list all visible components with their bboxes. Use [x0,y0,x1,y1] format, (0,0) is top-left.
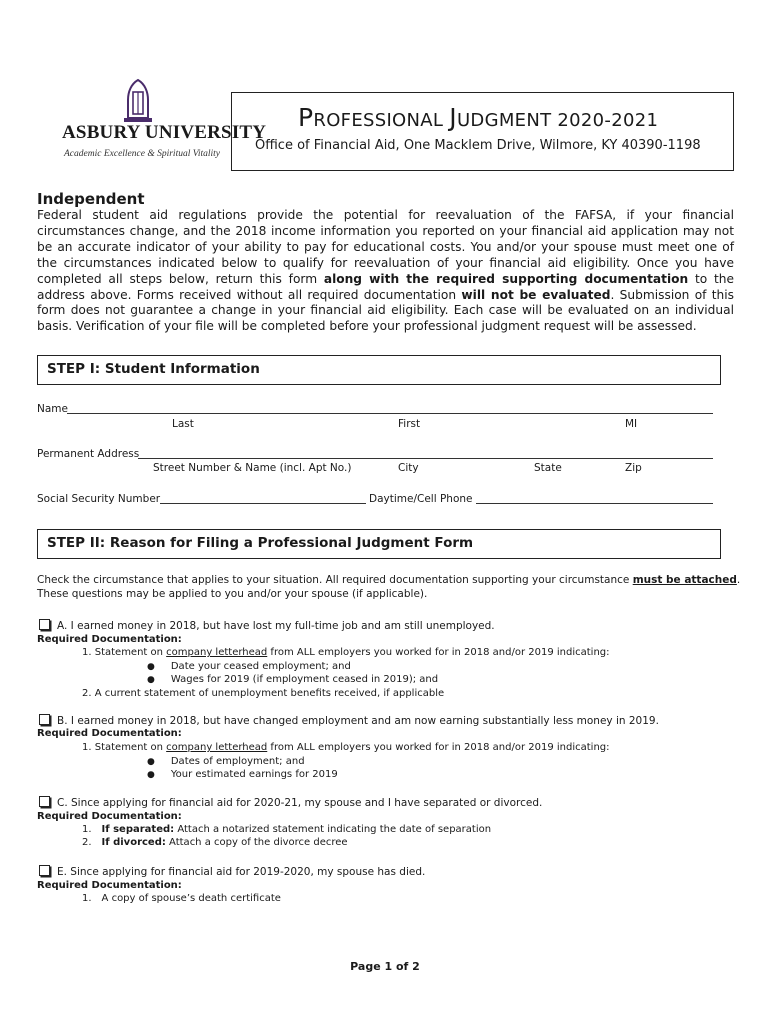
option-e-req-label: Required Documentation: [37,880,182,891]
option-c-item2-num: 2. [82,837,92,848]
option-a-item1-underline: company letterhead [166,647,268,658]
intro-bold-2: will not be evaluated [461,287,611,302]
option-a-item2: 2. A current statement of unemployment benefits received, if applicable [82,688,445,699]
option-b-bullet2-text: Your estimated earnings for 2019 [170,769,338,780]
option-e-item1-num: 1. [82,893,92,904]
option-c-item2-bold: If divorced: [101,837,166,848]
address-sub-city: City [398,462,419,474]
office-address: Office of Financial Aid, One Macklem Drive, Wilmore, KY 40390-1198 [255,138,701,153]
name-field[interactable] [67,413,713,414]
option-a-bullet2-text: Wages for 2019 (if employment ceased in 2019); and [170,674,439,685]
option-b-text: B. I earned money in 2018, but have changed employment and am now earning substantially less money in 2019. [57,715,659,727]
option-b-item1-post: from ALL employers you worked for in 2018 and/or 2019 indicating: [267,742,610,753]
intro-bold-1: along with the required supporting documentation [323,271,689,286]
name-sub-first: First [398,418,421,430]
address-label: Permanent Address [37,448,140,460]
step2-title: STEP II: Reason for Filing a Professional Judgment Form [47,535,474,551]
option-b-item1-underline: company letterhead [166,742,268,753]
address-sub-state: State [534,462,562,474]
option-c-item2-text: Attach a copy of the divorce decree [165,837,348,848]
phone-label: Daytime/Cell Phone [369,493,473,505]
phone-field[interactable] [476,503,713,504]
page-number: Page 1 of 2 [350,960,420,973]
intro-paragraph [37,208,734,335]
title-initial-1: P [298,103,314,132]
logo-tagline: Academic Excellence & Spiritual Vitality [64,149,220,159]
bullet-icon: ● [147,662,155,672]
name-sub-last: Last [172,418,194,430]
option-e-text: E. Since applying for financial aid for 2019-2020, my spouse has died. [57,866,426,878]
instructions-text: Check the circumstance that applies to your situation. All required documentation supporting your circumstance [37,574,633,586]
ssn-label: Social Security Number [37,493,161,505]
title-initial-2: J [449,103,457,132]
chapel-tower-icon [118,78,158,124]
section-heading: Independent [37,190,145,208]
instructions-emphasis: must be attached [632,574,737,586]
step1-header [37,355,721,385]
option-c-text: C. Since applying for financial aid for 2020-21, my spouse and I have separated or divorced. [57,797,543,809]
option-e-item1 [82,893,281,904]
address-field[interactable] [138,458,713,459]
ssn-field[interactable] [160,503,366,504]
step2-header [37,529,721,559]
name-label: Name [37,403,68,415]
option-b-bullet1 [147,756,305,767]
university-logo [58,78,267,168]
option-b-item1 [82,742,610,753]
step1-title: STEP I: Student Information [47,361,260,377]
option-e-item1-text: A copy of spouse’s death certificate [101,893,281,904]
option-b-row [39,714,659,727]
step2-instructions [37,574,740,586]
title-box [231,92,734,171]
option-c-item2 [82,837,348,848]
intro-text-2: to the address above. Forms received without all required documentation [37,271,734,302]
title-part-1: ROFESSIONAL [313,110,450,131]
option-a-req-label: Required Documentation: [37,634,182,645]
name-sub-mi: MI [625,418,638,430]
option-a-item1-post: from ALL employers you worked for in 2018 and/or 2019 indicating: [267,647,610,658]
option-c-item1 [82,824,491,835]
option-c-req-label: Required Documentation: [37,811,182,822]
option-b-req-label: Required Documentation: [37,728,182,739]
option-b-item1-pre: 1. Statement on [82,742,167,753]
option-a-row [39,619,495,632]
instructions-end: . [736,574,741,586]
option-c-row [39,796,542,809]
option-a-bullet2 [147,674,438,685]
bullet-icon: ● [147,757,155,767]
option-c-item1-bold: If separated: [101,824,175,835]
address-sub-street: Street Number & Name (incl. Apt No.) [153,462,352,474]
option-e-checkbox[interactable] [39,865,50,876]
address-sub-zip: Zip [625,462,642,474]
option-a-item1 [82,647,610,658]
option-b-checkbox[interactable] [39,714,50,725]
bullet-icon: ● [147,770,155,780]
intro-text-1: Federal student aid regulations provide the potential for reevaluation of the FAFSA, if your financial circumstances change, and the 2018 income information you reported on your financial aid application may not be an accurate indicator of your ability to pay for educational costs. You and/or your spouse must meet one of the circumstances indicated below to qualify for reevaluation of your financial aid eligibility. Once you have completed all steps below, return this form [37,208,734,286]
option-c-item1-text: Attach a notarized statement indicating the date of separation [174,824,492,835]
option-b-bullet1-text: Dates of employment; and [170,756,305,767]
title-part-2: UDGMENT 2020-2021 [456,110,659,131]
option-e-row [39,865,425,878]
form-title [298,103,658,132]
option-a-text: A. I earned money in 2018, but have lost my full-time job and am still unemployed. [57,620,495,632]
option-b-bullet2 [147,769,338,780]
option-a-checkbox[interactable] [39,619,50,630]
bullet-icon: ● [147,675,155,685]
option-c-item1-num: 1. [82,824,92,835]
option-a-item1-pre: 1. Statement on [82,647,167,658]
step2-instructions-line2: These questions may be applied to you and/or your spouse (if applicable). [37,588,428,600]
option-a-bullet1-text: Date your ceased employment; and [170,661,351,672]
option-c-checkbox[interactable] [39,796,50,807]
option-a-bullet1 [147,661,351,672]
intro-text-3: . Submission of this form does not guarantee a change in your financial aid eligibility. Each case will be evaluated on an individual basis. Verification of your file will be completed before your professional judgment request will be assessed. [37,287,735,334]
logo-name: ASBURY UNIVERSITY [62,122,267,143]
